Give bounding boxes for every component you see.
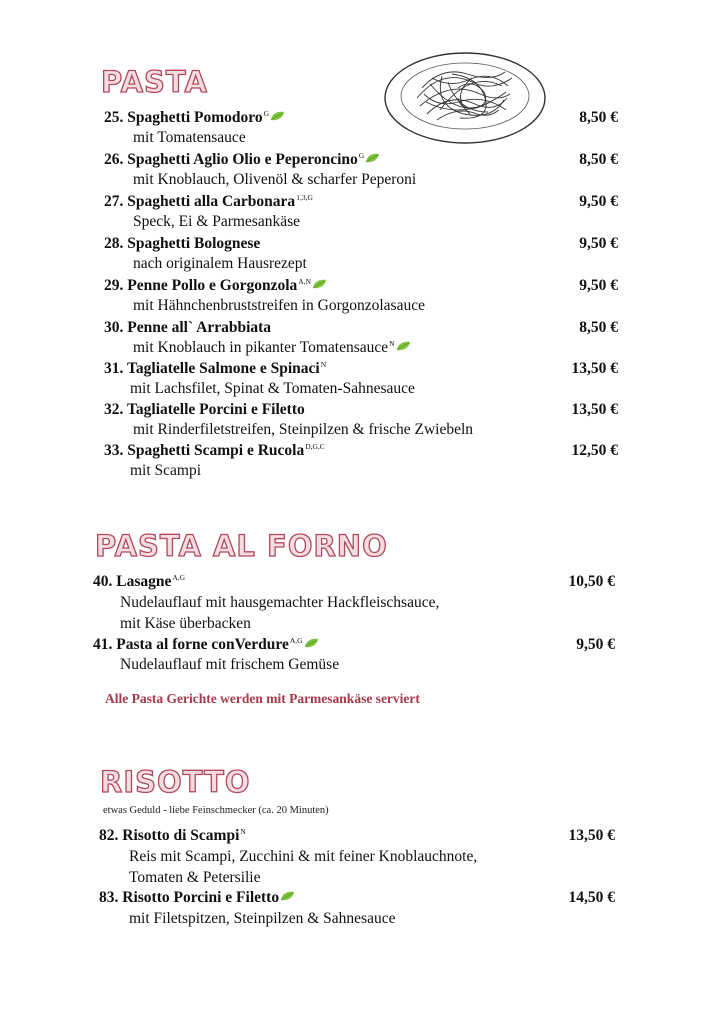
footnote-parmesan: Alle Pasta Gerichte werden mit Parmesankäse serviert xyxy=(105,691,420,706)
dish-price: 13,50 € xyxy=(568,827,615,844)
dish-name-text: 82. Risotto di Scampi xyxy=(99,827,240,844)
dish-price: 12,50 € xyxy=(571,442,618,459)
allergen-codes: D,G,C xyxy=(305,441,325,451)
menu-item xyxy=(104,400,618,420)
dish-description xyxy=(133,296,425,316)
section-title-pasta-al-forno: PASTA AL FORNO xyxy=(95,529,388,563)
dish-description xyxy=(133,254,307,274)
dish-description xyxy=(133,420,473,440)
dish-price: 9,50 € xyxy=(579,193,618,210)
dish-description xyxy=(133,338,411,358)
menu-item xyxy=(104,150,618,170)
dish-description-text: mit Knoblauch in pikanter Tomatensauce xyxy=(133,339,389,356)
dish-name xyxy=(104,108,285,128)
leaf-icon xyxy=(270,111,285,121)
dish-price: 13,50 € xyxy=(571,360,618,377)
dish-name-text: 32. Tagliatelle Porcini e Filetto xyxy=(104,401,305,418)
dish-description-text: Nudelauflauf mit frischem Gemüse xyxy=(120,656,340,673)
dish-description-text: mit Knoblauch, Olivenöl & scharfer Peperoni xyxy=(133,171,417,188)
dish-name xyxy=(99,826,246,846)
dish-description xyxy=(133,212,300,232)
dish-description-text: mit Rinderfiletstreifen, Steinpilzen & frische Zwiebeln xyxy=(133,421,474,438)
dish-name xyxy=(99,888,295,908)
dish-price: 9,50 € xyxy=(579,277,618,294)
dish-name-text: 40. Lasagne xyxy=(93,573,172,590)
dish-description-text: mit Tomatensauce xyxy=(133,129,246,146)
leaf-icon xyxy=(280,891,295,901)
menu-item xyxy=(99,888,615,908)
dish-name xyxy=(104,359,326,379)
dish-name-text: 28. Spaghetti Bolognese xyxy=(104,235,261,252)
dish-description-text: mit Hähnchenbruststreifen in Gorgonzolasauce xyxy=(133,297,425,314)
allergen-codes: A,G xyxy=(172,572,186,582)
dish-price: 8,50 € xyxy=(579,109,618,126)
risotto-subtitle: etwas Geduld - liebe Feinschmecker (ca. 20 Minuten) xyxy=(103,805,329,816)
dish-description xyxy=(120,655,339,675)
leaf-icon xyxy=(396,341,411,351)
dish-name-text: 33. Spaghetti Scampi e Rucola xyxy=(104,442,305,459)
section-title-risotto: RISOTTO xyxy=(100,765,251,799)
dish-description-text: mit Scampi xyxy=(130,462,202,479)
dish-description-text: mit Filetspitzen, Steinpilzen & Sahnesauce xyxy=(129,910,396,927)
allergen-codes: G xyxy=(263,108,270,118)
dish-name xyxy=(104,192,313,212)
menu-item xyxy=(104,359,618,379)
dish-description xyxy=(133,128,246,148)
dish-price: 9,50 € xyxy=(579,235,618,252)
dish-name-text: 41. Pasta al forne conVerdure xyxy=(93,636,289,653)
dish-price: 8,50 € xyxy=(579,151,618,168)
dish-price: 8,50 € xyxy=(579,319,618,336)
dish-name-text: 27. Spaghetti alla Carbonara xyxy=(104,193,296,210)
dish-price: 14,50 € xyxy=(568,889,615,906)
menu-item xyxy=(93,635,615,655)
dish-description-text: Tomaten & Petersilie xyxy=(129,869,261,886)
menu-item xyxy=(104,108,618,128)
menu-item xyxy=(99,826,615,846)
menu-item xyxy=(93,572,615,592)
dish-description xyxy=(120,593,439,613)
dish-name-text: 26. Spaghetti Aglio Olio e Peperoncino xyxy=(104,151,358,168)
dish-name xyxy=(104,400,305,420)
menu-item xyxy=(104,441,618,461)
dish-description-text: nach originalem Hausrezept xyxy=(133,255,307,272)
dish-description-text: Speck, Ei & Parmesankäse xyxy=(133,213,301,230)
dish-description xyxy=(130,379,415,399)
menu-item xyxy=(104,276,618,296)
leaf-icon xyxy=(312,279,327,289)
dish-name xyxy=(104,318,271,338)
allergen-codes: 1,3,G xyxy=(296,192,313,202)
dish-name-text: 29. Penne Pollo e Gorgonzola xyxy=(104,277,298,294)
dish-name-text: 30. Penne all` Arrabbiata xyxy=(104,319,272,336)
allergen-codes: A,N xyxy=(298,276,312,286)
dish-name-text: 83. Risotto Porcini e Filetto xyxy=(99,889,280,906)
allergen-codes: A,G xyxy=(289,635,303,645)
dish-description xyxy=(129,909,395,929)
dish-description xyxy=(129,868,261,888)
dish-name xyxy=(93,572,185,592)
dish-description xyxy=(129,847,477,867)
leaf-icon xyxy=(304,638,319,648)
section-title-pasta: PASTA xyxy=(101,65,208,99)
dish-name-text: 25. Spaghetti Pomodoro xyxy=(104,109,263,126)
allergen-codes: G xyxy=(358,150,365,160)
dish-description-text: Nudelauflauf mit hausgemachter Hackfleischsauce, xyxy=(120,594,440,611)
dish-description-text: mit Käse überbacken xyxy=(120,615,251,632)
allergen-codes: N xyxy=(240,826,246,836)
dish-description-text: Reis mit Scampi, Zucchini & mit feiner Knoblauchnote, xyxy=(129,848,478,865)
dish-name xyxy=(104,234,260,254)
leaf-icon xyxy=(365,153,380,163)
dish-description xyxy=(120,614,251,634)
dish-description-text: mit Lachsfilet, Spinat & Tomaten-Sahnesauce xyxy=(130,380,415,397)
dish-description xyxy=(130,461,201,481)
dish-name-text: 31. Tagliatelle Salmone e Spinaci xyxy=(104,360,320,377)
menu-item xyxy=(104,234,618,254)
allergen-codes: N xyxy=(389,338,395,348)
dish-name xyxy=(93,635,319,655)
dish-description xyxy=(133,170,416,190)
dish-name xyxy=(104,276,327,296)
dish-price: 9,50 € xyxy=(576,636,615,653)
spaghetti-plate-illustration xyxy=(382,48,548,146)
dish-price: 13,50 € xyxy=(571,401,618,418)
menu-item xyxy=(104,318,618,338)
dish-price: 10,50 € xyxy=(568,573,615,590)
menu-item xyxy=(104,192,618,212)
dish-name xyxy=(104,441,325,461)
allergen-codes: N xyxy=(320,359,327,369)
dish-name xyxy=(104,150,380,170)
